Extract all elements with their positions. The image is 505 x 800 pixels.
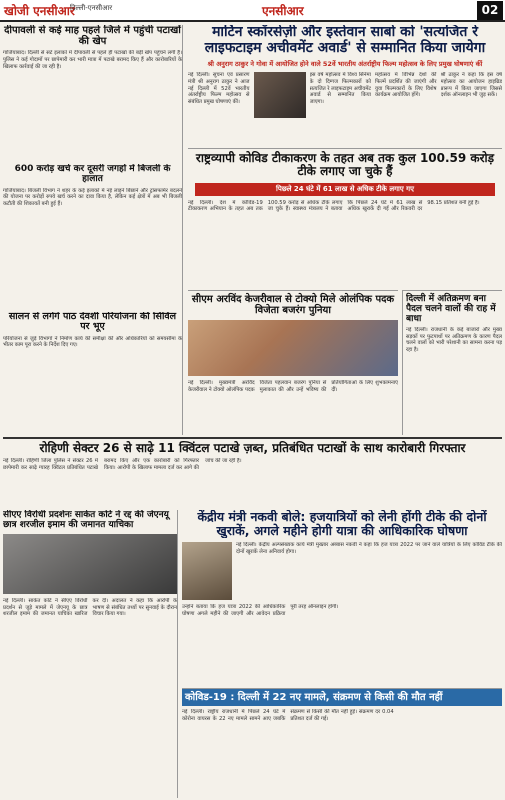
naqvi-body-b: उन्होंने बताया कि हज यात्रा 2022 की आधिकारिक घोषणा अगले महीने की जाएगी और आवेदन प्रक्रिया पूरी तरह ऑनलाइन होगी। [182,604,339,617]
kejriwal-article [188,290,398,435]
photo-icon [254,72,306,118]
vaccination-ribbon: पिछले 24 घंटे में 61 लाख से अधिक टीके लगाए गए [195,183,495,196]
encroachment-body: नई दिल्ली। राजधानी के कई बाजारों और मुख्य सड़कों पर फुटपाथों पर अतिक्रमण के कारण पैदल चलने वालों को भारी परेशानी का सामना करना पड़ रहा है। [406,327,502,354]
film-body-a: नई दिल्ली। सूचना एवं प्रसारण मंत्री श्री अनुराग ठाकुर ने आज नई दिल्ली में 52वें भारतीय अंतर्राष्ट्रीय फिल्म महोत्सव से संबंधित प्रमुख घोषणाएं कीं। [188,72,250,105]
article-electricity-body: गाजियाबाद। बिजली विभाग ने शहर के कई इलाकों में नई लाइनें बिछाने और ट्रांसफार्मर बदलने की योजना पर करोड़ों रुपये खर्च करने का दावा किया है, लेकिन कई क्षेत्रों में अब भी बिजली कटौती की शिकायतें बनी हुई हैं। [3,187,182,207]
headline-electricity[interactable]: 600 करोड़ खर्च कर दूसरी जगहों में बिजली के हालात [14,164,171,185]
headline-encroachment[interactable]: दिल्ली में अतिक्रमण बना पैदल चलने वालों की राह में बाधा [406,294,496,325]
film-body-c: महोत्सव में विभिन्न देशों की फिल्में प्रदर्शित की जाएंगी और युवा फिल्मकारों के लिए विशेष कार्यक्रम आयोजित होंगे। [375,72,437,99]
page-number: 02 [477,1,503,20]
subhead-film: श्री अनुराग ठाकुर ने गोवा में आयोजित होने वाले 52वें भारतीय अंतर्राष्ट्रीय फिल्म महोत्सव के लिए प्रमुख घोषणाएं कीं [207,60,483,69]
section-title: एनसीआर [262,4,304,18]
headline-project[interactable]: सालन से लगेगे पाठ देवशी परियोजना की सिविल पर भूए [8,311,177,333]
vaccination-article [188,148,502,288]
rohini-article [3,437,502,507]
film-body-b: इस वर्ष महोत्सव में विश्व सिनेमा के दो दिग्गज फिल्मकारों को सत्यजित रे लाइफटाइम अचीवमेंट अवार्ड से सम्मानित किया जाएगा। [309,72,371,105]
headline-covid[interactable]: कोविड-19 : दिल्ली में 22 नए मामले, संक्रमण से किसी की मौत नहीं [182,689,502,706]
encroachment-article [402,290,502,435]
covid-article [182,688,502,798]
headline-protest[interactable]: सीएए विरोधी प्रदर्शनः साकेत कोर्ट ने रद्द की जेएनयू छात्र शरजील इमाम की जमानत याचिका [3,510,169,531]
naqvi-body-a: नई दिल्ली। केंद्रीय अल्पसंख्यक कार्य मंत्री मुख्तार अब्बास नकवी ने कहा कि हज यात्रा 2022 पर जाने वाले यात्रियों के लिए कोविड टीके की दोनों खुराकें लेना अनिवार्य होगा। [236,542,502,555]
photo-icon [3,534,177,594]
article-project-body: परियोजना से जुड़े विभागों ने निर्माण कार्य की समीक्षा की और अधिकारियों को समयसीमा के भीतर काम पूरा करने के निर्देश दिए गए। [3,335,182,349]
protest-article [3,510,178,798]
photo-icon [182,542,232,600]
headline-vaccination[interactable]: राष्ट्रव्यापी कोविड टीकाकरण के तहत अब तक कुल 100.59 करोड़ टीके लगाए जा चुके हैं [195,151,495,179]
masthead [0,0,505,22]
headline-film-award[interactable]: मार्टिन स्कॉरसेज़ी और इस्तेवान साबो को 'सत्यजित रे लाइफटाइम अचीवमेंट अवार्ड' से सम्मानित किया जायेगा [204,25,486,56]
headline-naqvi[interactable]: केंद्रीय मंत्री नकवी बोले: हजयात्रियों को लेनी होंगी टीके की दोनों खुराकें, अगले महीने होगी यात्रा की आधिकारिक घोषणा [197,510,487,538]
rohini-body: नई दिल्ली। रोहिणी जिला पुलिस ने सेक्टर 26 में छापेमारी कर साढ़े ग्यारह क्विंटल प्रतिबंधित पटाखे बरामद किए और एक कारोबारी को गिरफ्तार किया। आरोपी के खिलाफ मामला दर्ज कर आगे की जांच की जा रही है। [3,458,242,472]
headline-kejriwal[interactable]: सीएम अरविंद केजरीवाल से टोक्यो मिले ओलंपिक पदक विजेता बजरंग पुनिया [191,294,395,317]
kejriwal-body: नई दिल्ली। मुख्यमंत्री अरविंद केजरीवाल ने टोक्यो ओलंपिक पदक विजेता पहलवान बजरंग पुनिया से मुलाकात की और उन्हें भविष्य की प्रतियोगिताओं के लिए शुभकामनाएं दीं। [188,380,398,393]
dateline: दिल्ली-एनसीआर [70,4,113,12]
film-columns [188,72,502,132]
film-festival-article [188,25,502,145]
left-column [3,25,183,435]
covid-body: नई दिल्ली। राष्ट्रीय राजधानी में पिछले 24 घंटे में कोरोना वायरस के 22 नए मामले सामने आए जबकि संक्रमण से किसी की मौत नहीं हुई। संक्रमण दर 0.04 प्रतिशत दर्ज की गई। [182,709,394,722]
film-body-d: श्री ठाकुर ने कहा कि इस वर्ष महोत्सव का आयोजन हाइब्रिड प्रारूप में किया जाएगा जिससे दर्शक ऑनलाइन भी जुड़ सकें। [440,72,502,99]
headline-fireworks[interactable]: दीपावली से कई माह पहले जिले में पहुंची पटाखों की खेप [4,25,181,48]
naqvi-article [182,510,502,685]
brand-logo: खोजी एनसीआर [4,4,75,18]
protest-body: नई दिल्ली। साकेत कोर्ट ने सीएए विरोधी प्रदर्शन से जुड़े मामले में जेएनयू के छात्र शरजील इमाम की जमानत याचिका खारिज कर दी। अदालत ने कहा कि आरोपी के भाषण से संबंधित तथ्यों पर सुनवाई के दौरान विचार किया गया। [3,598,177,618]
vaccination-body: नई दिल्ली। देश में कोविड-19 टीकाकरण अभियान के तहत अब तक 100.59 करोड़ से अधिक टीके लगाए जा चुके हैं। स्वास्थ्य मंत्रालय ने बताया कि पिछले 24 घंटे में 61 लाख से अधिक खुराकें दी गईं और रिकवरी दर 98.15 प्रतिशत बनी हुई है। [188,199,480,213]
photo-icon [188,320,398,376]
article-fireworks-body: गाजियाबाद। दिल्ली से सटे इलाकों में दीपावली से पहले ही पटाखों की बड़ी खेप पहुंचने लगी है। पुलिस ने कई गोदामों पर छापेमारी कर भारी मात्रा में पटाखे बरामद किए हैं और कारोबारियों के खिलाफ कार्रवाई की जा रही है। [3,50,182,70]
headline-rohini[interactable]: रोहिणी सेक्टर 26 से साढ़े 11 क्विंटल पटाखे ज़ब्त, प्रतिबंधित पटाखों के साथ कारोबारी गिरफ्तार [39,441,466,455]
